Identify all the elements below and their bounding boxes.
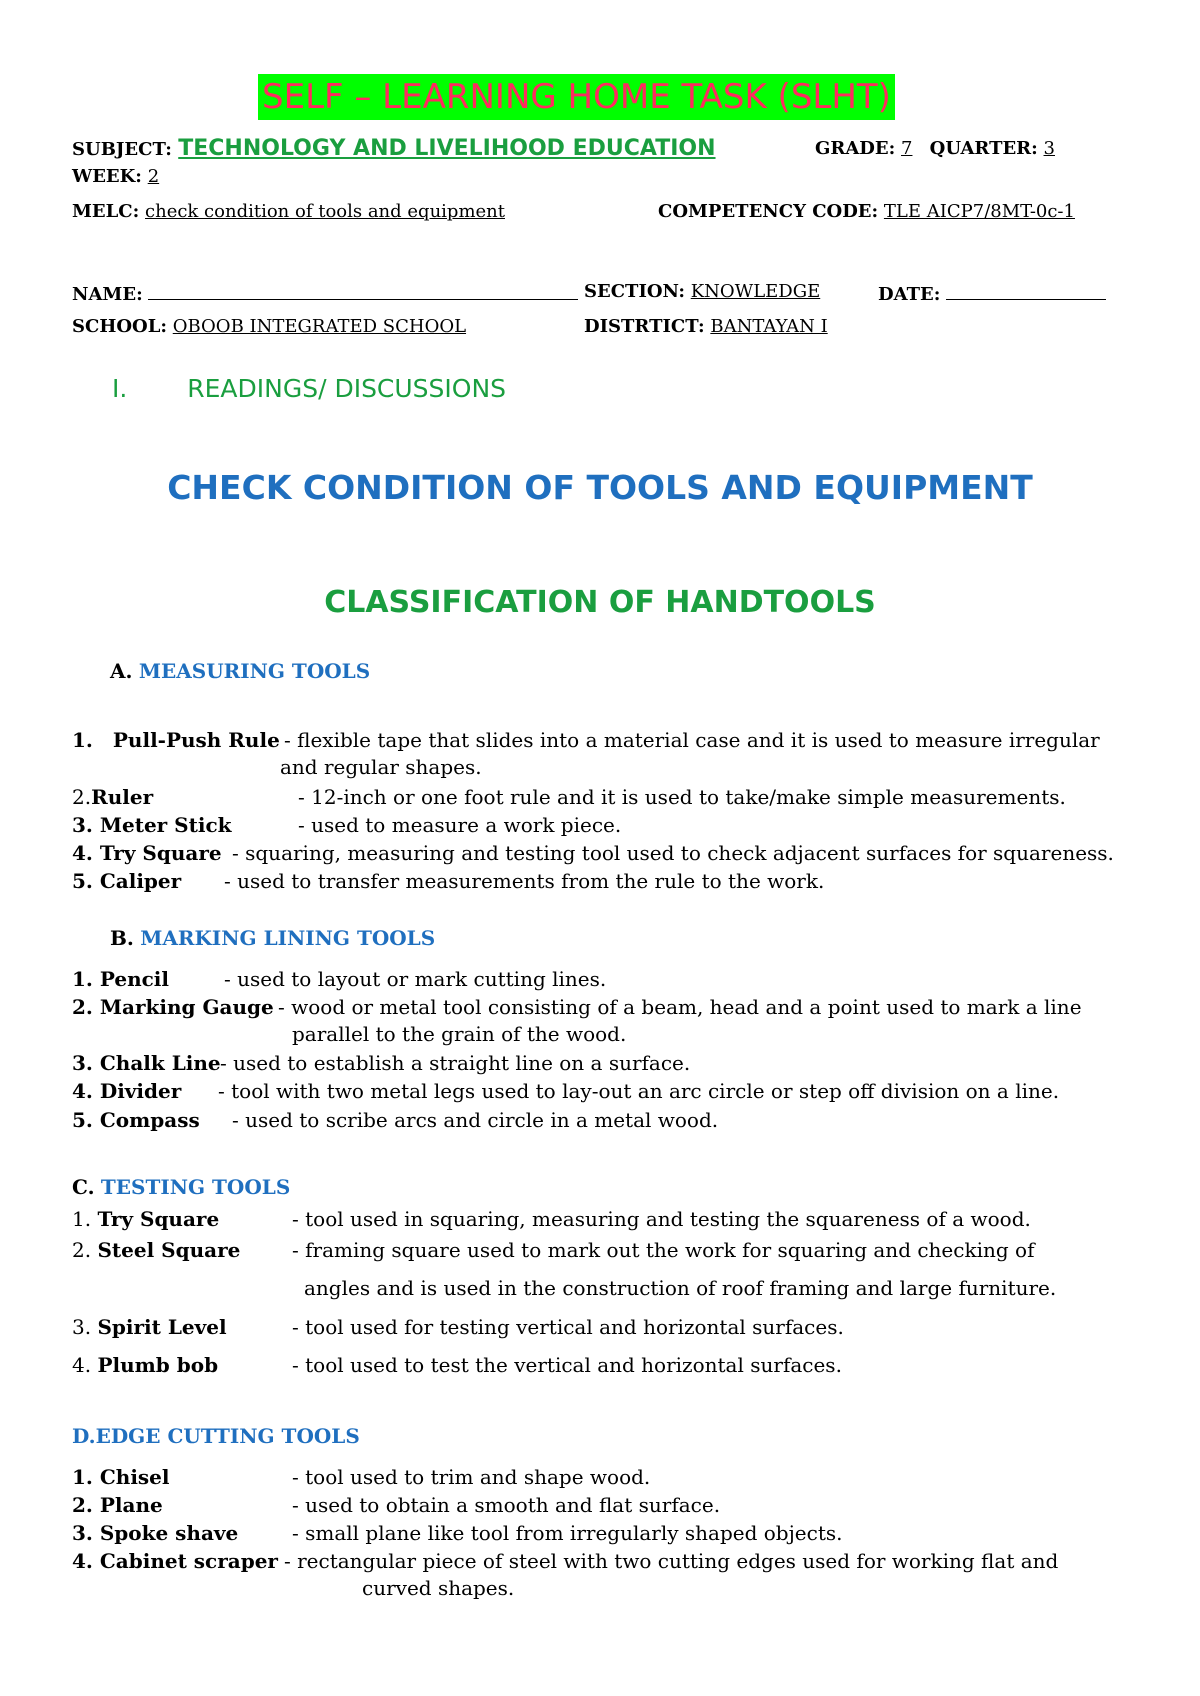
item-desc: - used to measure a work piece.: [298, 813, 622, 837]
item-term-text: Pull-Push Rule: [112, 728, 280, 752]
grade-label: GRADE:: [815, 138, 896, 159]
competency-value: TLE AICP7/8MT-0c-1: [883, 201, 1075, 222]
item-num: 2.: [72, 995, 93, 1019]
list-item: [72, 1353, 1172, 1379]
list-item: [72, 995, 1172, 1047]
grade-quarter: [815, 138, 1055, 159]
item-term-text: Chalk Line: [99, 1051, 221, 1075]
list-item: [72, 1051, 1172, 1077]
competency-line: [658, 201, 1075, 222]
item-desc: - used to layout or mark cutting lines.: [224, 967, 607, 991]
item-term: [72, 1051, 221, 1075]
section-c-heading: [72, 1175, 290, 1199]
list-item: [72, 1315, 1172, 1341]
item-term: [72, 869, 181, 893]
item-term: [72, 1465, 170, 1489]
item-num: 1.: [72, 967, 93, 991]
item-term-text: Cabinet scraper: [99, 1549, 278, 1573]
list-item: [72, 1549, 1172, 1601]
section-letter: D.: [72, 1424, 96, 1448]
item-term-text: Marking Gauge: [99, 995, 274, 1019]
item-term-text: Compass: [99, 1108, 200, 1132]
section-line: [584, 281, 820, 302]
item-term-text: Try Square: [97, 1207, 220, 1231]
page-title: SELF – LEARNING HOME TASK (SLHT): [258, 74, 895, 120]
item-term: [72, 1521, 238, 1545]
item-desc-cont: and regular shapes.: [280, 755, 482, 779]
list-item: [72, 813, 1172, 839]
week-label: WEEK:: [72, 166, 142, 187]
melc-line: [72, 201, 505, 222]
item-term-text: Meter Stick: [99, 813, 232, 837]
item-desc-cont: parallel to the grain of the wood.: [292, 1022, 627, 1046]
list-item: [72, 1238, 1172, 1304]
item-term-text: Try Square: [99, 841, 222, 865]
item-desc: - squaring, measuring and testing tool used to check adjacent surfaces for squareness.: [232, 841, 1114, 865]
item-term: [72, 1315, 227, 1339]
item-desc: - small plane like tool from irregularly shaped objects.: [292, 1521, 843, 1545]
readings-numeral: I.: [112, 374, 128, 403]
item-desc: - used to scribe arcs and circle in a metal wood.: [232, 1108, 719, 1132]
list-item: [72, 841, 1172, 867]
list-item: [72, 785, 1172, 811]
item-desc: - framing square used to mark out the work for squaring and checking of: [292, 1238, 1035, 1262]
section-letter: C.: [72, 1175, 95, 1199]
section-letter: A.: [110, 659, 133, 683]
competency-label: COMPETENCY CODE:: [658, 201, 879, 222]
section-label: SECTION:: [584, 281, 685, 302]
date-label: DATE:: [878, 284, 941, 305]
item-num: 3.: [72, 813, 93, 837]
item-desc: - used to obtain a smooth and flat surface.: [292, 1493, 721, 1517]
item-term: [72, 1207, 219, 1231]
item-desc: - tool used to trim and shape wood.: [292, 1465, 651, 1489]
item-desc: - tool used for testing vertical and horizontal surfaces.: [292, 1315, 844, 1339]
item-num: 5.: [72, 869, 93, 893]
item-term-text: Caliper: [99, 869, 182, 893]
item-desc: - tool used in squaring, measuring and testing the squareness of a wood.: [292, 1207, 1031, 1231]
district-label: DISTRTICT:: [584, 316, 705, 337]
item-desc: - flexible tape that slides into a material case and it is used to measure irregular: [284, 728, 1100, 752]
section-d-heading: [72, 1424, 360, 1448]
week-line: [72, 166, 159, 187]
item-desc: - tool used to test the vertical and horizontal surfaces.: [292, 1353, 842, 1377]
item-num: 4.: [72, 841, 93, 865]
item-term-text: Plumb bob: [97, 1353, 219, 1377]
school-value: OBOOB INTEGRATED SCHOOL: [172, 316, 467, 337]
item-num: 3.: [72, 1315, 92, 1339]
item-num: 4.: [72, 1353, 92, 1377]
item-num: 4.: [72, 1079, 93, 1103]
item-desc: - wood or metal tool consisting of a beam, head and a point used to mark a line: [278, 995, 1082, 1019]
list-item: [72, 1207, 1172, 1233]
list-item: [72, 1521, 1172, 1547]
item-desc: - 12-inch or one foot rule and it is used to take/make simple measurements.: [298, 785, 1066, 809]
week-value: 2: [147, 166, 160, 187]
sub-title: CLASSIFICATION OF HANDTOOLS: [324, 585, 876, 620]
melc-label: MELC:: [72, 201, 140, 222]
subject-label: SUBJECT:: [72, 139, 172, 160]
item-term: [72, 841, 222, 865]
list-item: [72, 1465, 1172, 1491]
item-term: [72, 1108, 200, 1132]
item-term: [72, 1238, 240, 1262]
item-term: [72, 728, 280, 752]
list-item: [72, 1079, 1172, 1105]
list-item: [72, 1108, 1172, 1134]
item-term: [72, 995, 274, 1019]
list-item: [72, 1493, 1172, 1519]
section-letter: B.: [110, 926, 134, 950]
item-desc: - used to transfer measurements from the rule to the work.: [224, 869, 825, 893]
subject-line: [72, 136, 716, 161]
item-num: 4.: [72, 1549, 93, 1573]
item-term-text: Spirit Level: [97, 1315, 227, 1339]
list-item: [72, 967, 1172, 993]
item-term-text: Ruler: [91, 785, 154, 809]
section-name: TESTING TOOLS: [100, 1175, 291, 1199]
item-num: 3.: [72, 1521, 93, 1545]
item-desc-cont: angles and is used in the construction of roof framing and large furniture.: [304, 1276, 1057, 1300]
quarter-value: 3: [1043, 138, 1055, 159]
item-term: [72, 1549, 278, 1573]
item-term: [72, 1079, 181, 1103]
school-line: [72, 316, 466, 337]
item-term-text: Spoke shave: [99, 1521, 239, 1545]
section-name: EDGE CUTTING TOOLS: [95, 1424, 360, 1448]
grade-value: 7: [901, 138, 913, 159]
item-term: [72, 1353, 218, 1377]
district-value: BANTAYAN I: [710, 316, 828, 337]
main-title: CHECK CONDITION OF TOOLS AND EQUIPMENT: [167, 468, 1033, 507]
item-desc: - tool with two metal legs used to lay-out an arc circle or step off division on a line.: [218, 1079, 1060, 1103]
list-item: [72, 869, 1172, 895]
item-desc-cont: curved shapes.: [362, 1576, 515, 1600]
item-term: [72, 967, 169, 991]
name-line: [72, 281, 578, 305]
date-line: [878, 281, 1106, 305]
item-num: 1.: [72, 728, 93, 752]
name-blank[interactable]: [148, 281, 578, 300]
item-num: 2.: [72, 1238, 92, 1262]
section-name: MEASURING TOOLS: [138, 659, 371, 683]
item-num: 2.: [72, 1493, 93, 1517]
date-blank[interactable]: [946, 281, 1106, 300]
item-term: [72, 1493, 163, 1517]
name-label: NAME:: [72, 284, 143, 305]
item-num: 1.: [72, 1465, 93, 1489]
item-num: 2.: [72, 785, 92, 809]
section-value: KNOWLEDGE: [690, 281, 821, 302]
item-term-text: Plane: [99, 1493, 163, 1517]
section-a-heading: [110, 659, 370, 683]
item-desc: - used to establish a straight line on a surface.: [220, 1051, 691, 1075]
item-num: 1.: [72, 1207, 92, 1231]
item-term-text: Pencil: [99, 967, 169, 991]
item-term-text: Divider: [99, 1079, 182, 1103]
section-name: MARKING LINING TOOLS: [140, 926, 436, 950]
item-term: [72, 785, 153, 809]
readings-label: READINGS/ DISCUSSIONS: [187, 374, 507, 403]
item-term-text: Chisel: [99, 1465, 170, 1489]
readings-heading: [112, 374, 506, 403]
item-term-text: Steel Square: [97, 1238, 241, 1262]
section-b-heading: [110, 926, 435, 950]
item-num: 5.: [72, 1108, 93, 1132]
item-term: [72, 813, 232, 837]
item-num: 3.: [72, 1051, 93, 1075]
district-line: [584, 316, 828, 337]
melc-value: check condition of tools and equipment: [145, 201, 505, 222]
quarter-label: QUARTER:: [929, 138, 1038, 159]
school-label: SCHOOL:: [72, 316, 167, 337]
subject-value: TECHNOLOGY AND LIVELIHOOD EDUCATION: [178, 136, 716, 161]
item-desc: - rectangular piece of steel with two cutting edges used for working flat and: [284, 1549, 1059, 1573]
list-item: [72, 728, 1172, 780]
